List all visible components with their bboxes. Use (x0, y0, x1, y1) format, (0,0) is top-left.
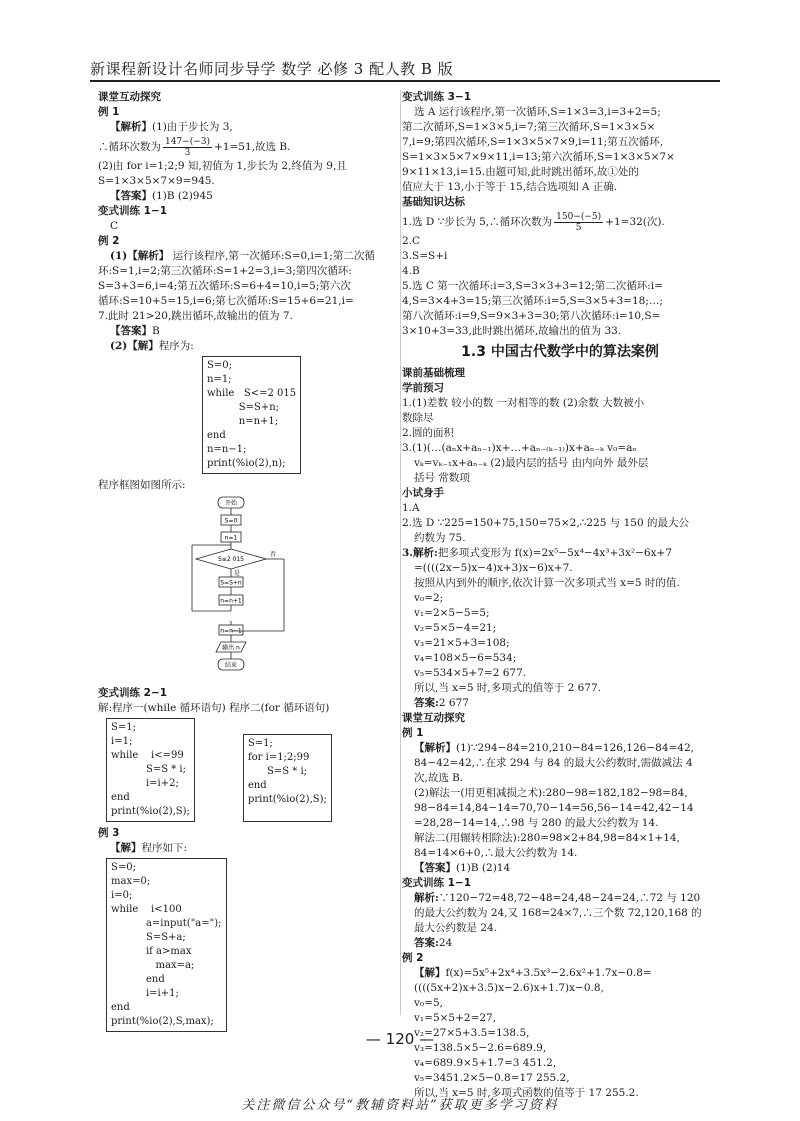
text-line: S=1×3×5×7×9×11,i=13;第六次循环,S=1×3×5×7× (402, 151, 675, 163)
example-heading: 例 2 (402, 952, 424, 964)
text-line: 【解析】(1)∵294−84=210,210−84=126,126−84=42, (414, 742, 695, 754)
section-heading: 课堂互动探究 (402, 712, 465, 724)
code-line: n=1; (207, 374, 232, 385)
text-line: 所以,当 x=5 时,多项式函数的值等于 17 255.2. (414, 1087, 639, 1099)
text-line: v₃=21×5+3=108; (414, 637, 510, 649)
text-line: v₅=3451.2×5−0.8=17 255.2, (414, 1072, 570, 1084)
text-line: 3.S=S+i (402, 250, 448, 262)
example-heading: 例 1 (98, 106, 120, 118)
code-line: end (111, 974, 165, 985)
code-line: S=0; (207, 360, 232, 371)
flowchart-nm1-label: n=n−1 (220, 627, 242, 635)
text-line: 次,故选 B. (414, 772, 464, 784)
text-line: 7,i=9;第四次循环,S=1×3×5×7×9,i=11;第五次循环, (402, 136, 664, 148)
text-line: v₂=27×5+3.5=138.5, (414, 1027, 530, 1039)
exercise-heading: 变式训练 2−1 (98, 687, 168, 699)
text-line: 所以,当 x=5 时,多项式的值等于 2 677. (414, 682, 601, 694)
text-line: 4,S=3×4+3=15;第三次循环:i=5,S=3×5+3=18;…; (402, 295, 663, 307)
flowchart (188, 495, 398, 680)
subsection-heading: 学前预习 (402, 382, 444, 394)
text-line: S=1×3×5×7×9=945. (98, 175, 215, 187)
code-line: end (111, 792, 130, 803)
text-line: v₅=534×5+7=2 677. (414, 667, 527, 679)
code-line: print(%io(2),n); (207, 458, 286, 469)
code-line: S=1; (247, 738, 273, 749)
text-line: v₄=689.9×5+1.7=3 451.2, (414, 1057, 557, 1069)
answer-line: 答案:2 677 (414, 697, 469, 709)
text-line: 值应大于 13,小于等于 15,结合选项知 A 正确. (402, 181, 618, 193)
text-line: 约数为 75. (414, 532, 466, 544)
code-box-for (243, 734, 332, 822)
text-line: 按照从内到外的顺序,依次计算一次多项式当 x=5 时的值. (414, 577, 680, 589)
text-line: 7.此时 21>20,跳出循环,故输出的值为 7. (98, 310, 293, 322)
code-line: a=input("a="); (111, 918, 222, 929)
text-line: 98−84=14,84−14=70,70−14=56,56−14=42,42−14 (414, 802, 694, 814)
code-line: print(%io(2),S); (247, 794, 327, 805)
code-line: while S<=2 015 (207, 388, 297, 399)
exercise-heading: 变式训练 1−1 (402, 877, 472, 889)
subsection-heading: 小试身手 (402, 487, 444, 499)
code-line: n=n+1; (207, 416, 279, 427)
text-line: 数除尽 (402, 412, 434, 424)
code-line: n=n−1; (207, 444, 247, 455)
code-line: print(%io(2),S); (111, 806, 190, 817)
code-line: S=S * i; (247, 766, 308, 777)
text-line: (2)解法一(用更相减损之术):280−98=182,182−98=84, (414, 787, 688, 799)
text-line: S=3+3=6,i=4;第五次循环:S=6+4=10,i=5;第六次 (98, 280, 351, 292)
text-line: v₂=5×5−4=21; (414, 622, 497, 634)
text-line: (2)【解】程序为: (110, 340, 194, 352)
text-line: 【解】程序如下: (110, 842, 188, 854)
example-heading: 例 1 (402, 727, 424, 739)
flowchart-ssn-label: S=S+n (220, 579, 242, 587)
text-line: v₀=2; (414, 592, 444, 604)
header-rule (90, 80, 720, 82)
text-line: 解析:∵120−72=48,72−48=24,48−24=24,∴72 与 120 (414, 892, 701, 904)
text-line-fraction: 1.选 D ∵步长为 5,∴循环次数为 $\frac{150-(-5)}{5}$ +1=32(次). (402, 211, 665, 233)
flowchart-n1-label: n=1 (224, 534, 238, 542)
text-line: 最大公约数是 24. (414, 922, 498, 934)
fraction: $\frac{147-(-3)}{3}$ (165, 136, 211, 158)
flowchart-start-label: 开始 (224, 500, 238, 507)
code-line: while i<=99 (111, 750, 184, 761)
code-box-program-1 (202, 356, 301, 474)
flowchart-condition-label: S≤2 015 (217, 556, 245, 563)
column-divider (400, 90, 401, 1015)
code-line: i=1; (111, 736, 133, 747)
code-line: end (207, 430, 226, 441)
flowchart-end-label: 结束 (224, 662, 238, 669)
section-heading: 课前基础梳理 (402, 367, 465, 379)
page-header: 新课程新设计名师同步导学 数学 必修 3 配人教 B 版 (90, 60, 454, 78)
chapter-title: 1.3 中国古代数学中的算法案例 (461, 344, 659, 360)
text-line: =28,28−14=14,∴98 与 280 的最大公约数为 14. (414, 817, 659, 829)
code-line: end (111, 1002, 130, 1013)
text-line: (2)由 for i=1;2;9 知,初值为 1,步长为 2,终值为 9,且 (98, 160, 347, 172)
code-line: while i<100 (111, 904, 182, 915)
text-line: 循环:S=10+5=15,i=6;第七次循环:S=15+6=21,i= (98, 295, 354, 307)
page-number: — 120 — (365, 1030, 435, 1048)
code-line: print(%io(2),S,max); (111, 1016, 214, 1027)
fraction: $\frac{150-(-5)}{5}$ (556, 211, 602, 233)
text-line: 84−42=42,∴在求 294 与 84 的最大公约数时,需做减法 4 (414, 757, 693, 769)
flowchart-output-label: 输出 n (222, 644, 240, 652)
text-line: v₃=138.5×5−2.6=689.9, (414, 1042, 547, 1054)
text-line: 选 A 运行该程序,第一次循环,S=1×3=3,i=3+2=5; (414, 106, 661, 118)
text-line: v₄=108×5−6=534; (414, 652, 517, 664)
text-line: vₖ=vₖ₋₁x+aₙ₋ₖ (2)最内层的括号 由内向外 最外层 (414, 457, 649, 469)
text-line: (1)【解析】 运行该程序,第一次循环:S=0,i=1;第二次循 (110, 250, 375, 262)
text-line: v₁=5×5+2=27, (414, 1012, 497, 1024)
text-line: 3.(1)(…(aₙx+aₙ₋₁)x+…+aₙ₋₍ₖ₋₁₎)x+aₙ₋ₖ v₀=aₙ (402, 442, 637, 454)
text-line: 5.选 C 第一次循环:i=3,S=3×3+3=12;第二次循环:i= (402, 280, 663, 292)
example-heading: 例 3 (98, 827, 120, 839)
code-line: i=i+2; (111, 778, 179, 789)
section-heading: 课堂互动探究 (98, 91, 161, 103)
text-line: 1.(1)差数 较小的数 一对相等的数 (2)余数 大数被小 (402, 397, 645, 409)
text-line-fraction: ∴循环次数为 $\frac{147-(-3)}{3}$ +1=51,故选 B. (98, 136, 291, 158)
code-line: if a>max (111, 946, 192, 957)
text-line: 第八次循环:i=9,S=9×3+3=30;第八次循环:i=10,S= (402, 310, 661, 322)
answer-line: 【答案】(1)B (2)945 (110, 190, 213, 202)
text-line: 3.解析:把多项式变形为 f(x)=2x⁵−5x⁴−4x³+3x²−6x+7 (402, 547, 672, 559)
code-line: S=S+a; (111, 932, 186, 943)
code-line: end (247, 780, 267, 791)
code-line: S=0; (111, 862, 136, 873)
text-line: 环:S=1,i=2;第三次循环:S=1+2=3,i=3;第四次循环: (98, 265, 352, 277)
text-line: 【解】f(x)=5x⁵+2x⁴+3.5x³−2.6x²+1.7x−0.8= (414, 967, 652, 979)
code-box-max (106, 858, 227, 1032)
text-line: v₁=2×5−5=5; (414, 607, 490, 619)
code-line: i=i+1; (111, 988, 179, 999)
text-line: 2.C (402, 235, 421, 247)
answer-line: 【答案】(1)B (2)14 (414, 862, 511, 874)
text-line: 2.圆的面积 (402, 427, 455, 439)
text-line: 第二次循环,S=1×3×5,i=7;第三次循环,S=1×3×5× (402, 121, 656, 133)
text-line: 2.选 D ∵225=150+75,150=75×2,∴225 与 150 的最大公 (402, 517, 689, 529)
right-column (402, 90, 718, 1101)
exercise-heading: 变式训练 1−1 (98, 205, 168, 217)
text-line: C (110, 220, 119, 232)
example-heading: 例 2 (98, 235, 120, 247)
flowchart-no-label: 否 (270, 551, 277, 558)
code-box-while (106, 718, 195, 822)
text-line: 程序框图如图所示: (98, 479, 186, 491)
section-heading: 基础知识达标 (402, 196, 465, 208)
flowchart-yes-label: 是 (234, 570, 241, 577)
left-column (98, 90, 398, 1036)
flowchart-nn1-label: n=n+1 (220, 597, 242, 605)
code-line: max=0; (111, 876, 151, 887)
text-line: 84=14×6+0,∴最大公约数为 14. (414, 847, 578, 859)
code-line: max=a; (111, 960, 195, 971)
text-line: 9×11×13,i=15.由题可知,此时跳出循环,故①处的 (402, 166, 639, 178)
code-line: S=S+n; (207, 402, 280, 413)
text-line: 1.A (402, 502, 420, 514)
text-line: 【解析】(1)由于步长为 3, (110, 121, 233, 133)
code-line: i=0; (111, 890, 133, 901)
text-line: ((((5x+2)x+3.5)x−2.6)x+1.7)x−0.8, (414, 982, 604, 994)
flowchart-s0-label: S=0 (224, 517, 238, 525)
text-line: =((((2x−5)x−4)x+3)x−6)x+7. (414, 562, 573, 574)
footer-note: 关注微信公众号“教辅资料站”获取更多学习资料 (241, 1098, 559, 1113)
exercise-heading: 变式训练 3−1 (402, 91, 472, 103)
text-line: 的最大公约数为 24,又 168=24×7,∴三个数 72,120,168 的 (414, 907, 702, 919)
code-line: for i=1;2;99 (247, 752, 310, 763)
text-line: 4.B (402, 265, 420, 277)
text-line: 解法二(用辗转相除法):280=98×2+84,98=84×1+14, (414, 832, 680, 844)
code-line: S=1; (111, 722, 136, 733)
text-line: 3×10+3=33,此时跳出循环,故输出的值为 33. (402, 325, 622, 337)
text-line: 解:程序一(while 循环语句) 程序二(for 循环语句) (98, 702, 330, 714)
text-line: v₀=5, (414, 997, 443, 1009)
text-line: 括号 常数项 (414, 472, 470, 484)
code-line: S=S * i; (111, 764, 186, 775)
answer-line: 【答案】B (110, 325, 160, 337)
answer-line: 答案:24 (414, 937, 453, 949)
